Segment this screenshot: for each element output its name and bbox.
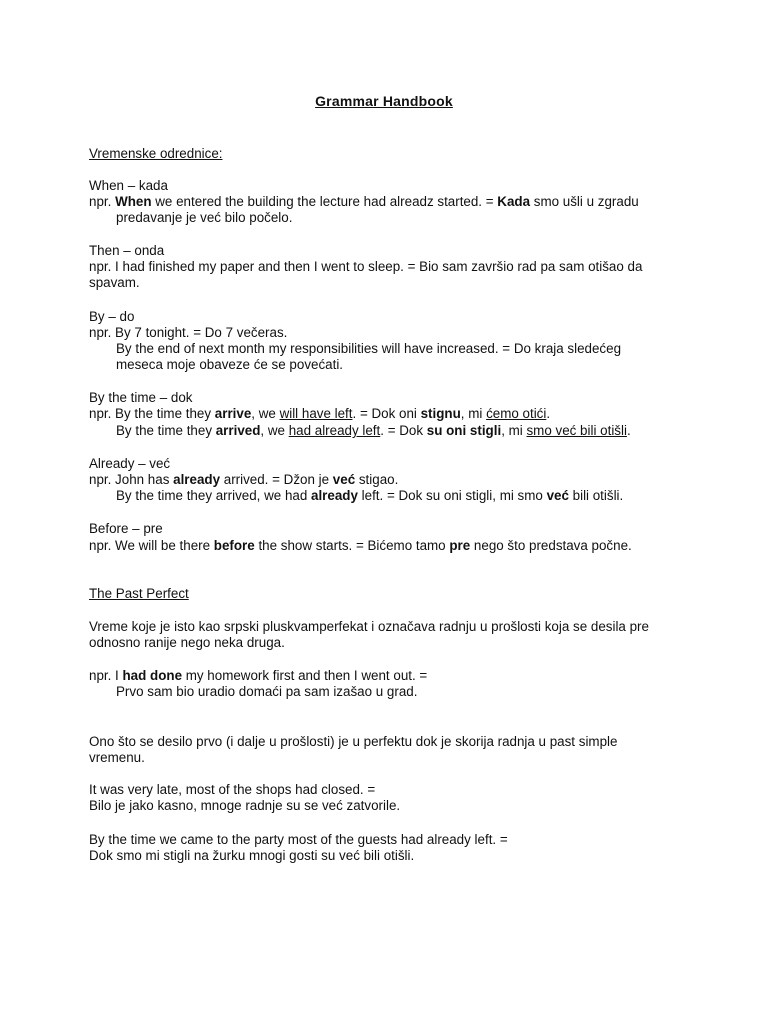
past-perfect-example2-line2: Bilo je jako kasno, mnoge radnje su se već zatvorile. [89, 798, 401, 813]
term-by-the-time-example-line1: npr. By the time they arrive, we will have left. = Dok oni stignu, mi ćemo otići. [89, 406, 551, 421]
term-when-heading: When – kada [89, 178, 168, 193]
term-by-heading: By – do [89, 309, 135, 324]
term-by-example-line3: meseca moje obaveze će se povećati. [116, 357, 344, 372]
past-perfect-explanation-line2: vremenu. [89, 750, 145, 765]
term-by-the-time-heading: By the time – dok [89, 390, 193, 405]
past-perfect-definition-line2: odnosno ranije nego neka druga. [89, 635, 285, 650]
term-then-example-line2: spavam. [89, 275, 140, 290]
section-heading-past-perfect: The Past Perfect [89, 586, 189, 601]
term-already-example-line2: By the time they arrived, we had already left. = Dok su oni stigli, mi smo već bili otišli. [116, 488, 624, 503]
past-perfect-example1-line2: Prvo sam bio uradio domaći pa sam izašao u grad. [116, 684, 418, 699]
term-already-heading: Already – već [89, 456, 171, 471]
past-perfect-example3-line1: By the time we came to the party most of the guests had already left. = [89, 832, 508, 847]
term-when-example-line2: predavanje je već bilo počelo. [116, 210, 293, 225]
past-perfect-definition-line1: Vreme koje je isto kao srpski pluskvamperfekat i označava radnju u prošlosti koja se desila pre [89, 619, 649, 634]
past-perfect-explanation-line1: Ono što se desilo prvo (i dalje u prošlosti) je u perfektu dok je skorija radnja u past simple [89, 734, 618, 749]
term-by-example-line1: npr. By 7 tonight. = Do 7 večeras. [89, 325, 288, 340]
term-then-heading: Then – onda [89, 243, 165, 258]
past-perfect-example3-line2: Dok smo mi stigli na žurku mnogi gosti su već bili otišli. [89, 848, 415, 863]
term-before-heading: Before – pre [89, 521, 163, 536]
past-perfect-example1-line1: npr. I had done my homework first and then I went out. = [89, 668, 428, 683]
term-then-example-line1: npr. I had finished my paper and then I went to sleep. = Bio sam završio rad pa sam otišao da [89, 259, 643, 274]
past-perfect-example2-line1: It was very late, most of the shops had closed. = [89, 782, 376, 797]
term-by-example-line2: By the end of next month my responsibilities will have increased. = Do kraja sledećeg [116, 341, 622, 356]
term-already-example-line1: npr. John has already arrived. = Džon je već stigao. [89, 472, 399, 487]
term-when-example-line1: npr. When we entered the building the lecture had alreadz started. = Kada smo ušli u zgradu [89, 194, 639, 209]
term-before-example-line1: npr. We will be there before the show starts. = Bićemo tamo pre nego što predstava počne. [89, 538, 632, 553]
document-title: Grammar Handbook [315, 93, 453, 109]
term-by-the-time-example-line2: By the time they arrived, we had already left. = Dok su oni stigli, mi smo već bili otišli. [116, 423, 631, 438]
section-heading-time-expressions: Vremenske odrednice: [89, 146, 223, 161]
